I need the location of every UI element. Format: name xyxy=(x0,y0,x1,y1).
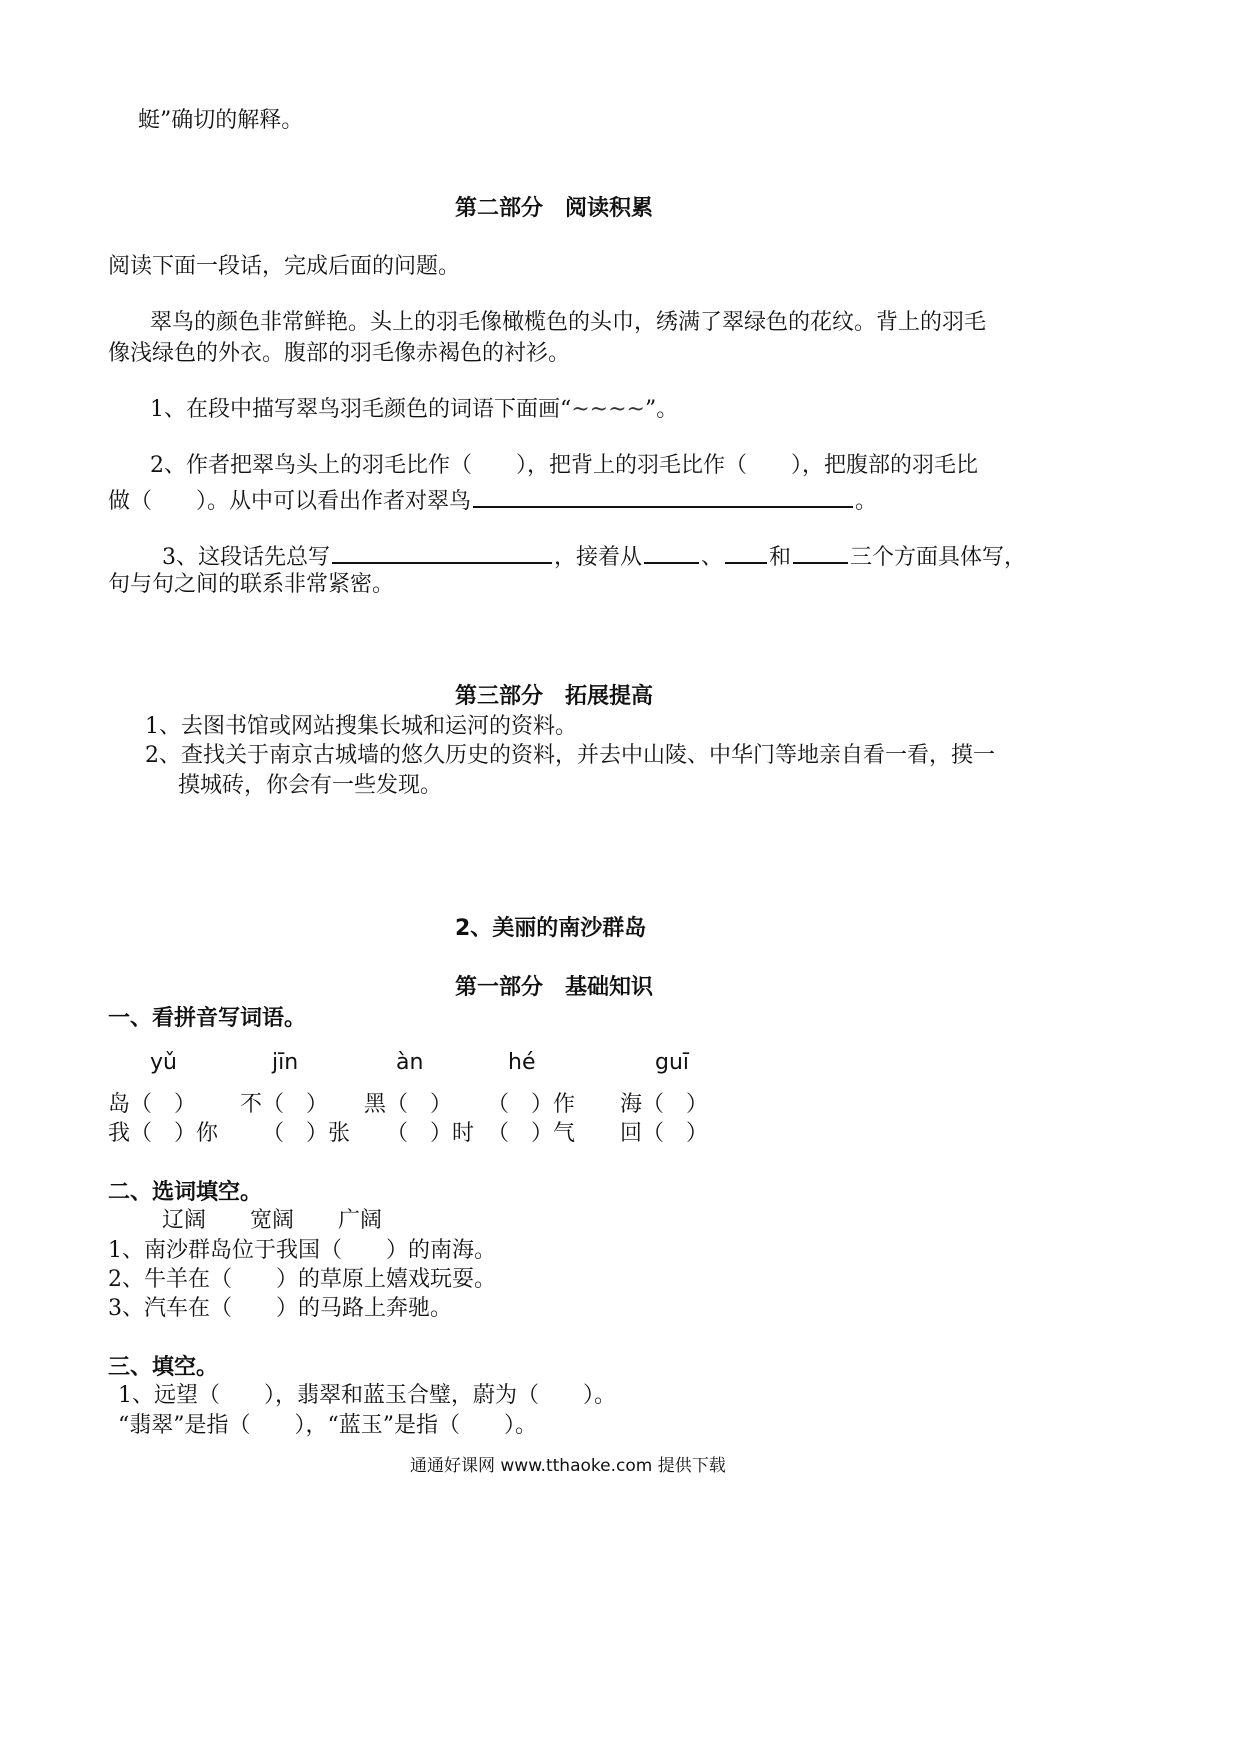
question-2-line-1: 2、作者把翠鸟头上的羽毛比作（ ），把背上的羽毛比作（ ），把腹部的羽毛比 xyxy=(150,453,978,478)
blank-item-2: “翡翠”是指（ ），“蓝玉”是指（ ）。 xyxy=(118,1413,537,1438)
question-3-text-a: 3、这段话先总写 xyxy=(162,545,330,570)
answer-blank[interactable] xyxy=(725,540,767,564)
pinyin-5: guī xyxy=(655,1050,690,1075)
question-2-text: 做（ ）。从中可以看出作者对翠鸟 xyxy=(108,489,472,514)
word-blank: 黑（ ） xyxy=(364,1092,453,1117)
lesson-title: 2、美丽的南沙群岛 xyxy=(455,916,647,941)
part3-title: 第三部分 拓展提高 xyxy=(455,684,654,709)
passage-line-1: 翠鸟的颜色非常鲜艳。头上的羽毛像橄榄色的头巾，绣满了翠绿色的花纹。背上的羽毛 xyxy=(150,310,987,335)
question-3-text-b: ，接着从 xyxy=(554,545,643,570)
pinyin-2: jīn xyxy=(272,1050,299,1075)
page-footer: 通通好课网 www.tthaoke.com 提供下载 xyxy=(410,1456,726,1476)
continued-text: 蜓”确切的解释。 xyxy=(138,108,304,133)
question-3-text-d: 和 xyxy=(769,545,792,570)
blank-item-1: 1、远望（ ），翡翠和蓝玉合璧，蔚为（ ）。 xyxy=(118,1383,616,1408)
part3-item-1: 1、去图书馆或网站搜集长城和运河的资料。 xyxy=(145,714,577,739)
answer-blank[interactable] xyxy=(644,540,699,564)
word-blank: （ ）张 xyxy=(262,1121,351,1146)
pinyin-3: àn xyxy=(396,1050,424,1075)
fill-item-1: 1、南沙群岛位于我国（ ）的南海。 xyxy=(108,1238,496,1263)
part3-item-2-line-1: 2、查找关于南京古城墙的悠久历史的资料，并去中山陵、中华门等地亲自看一看，摸一 xyxy=(145,743,995,768)
section-1-title: 一、看拼音写词语。 xyxy=(108,1006,307,1031)
answer-blank[interactable] xyxy=(473,484,853,508)
question-1-text: 1、在段中描写翠鸟羽毛颜色的词语下面画“ xyxy=(150,397,572,422)
question-3-text-c: 、 xyxy=(701,545,724,570)
answer-blank[interactable] xyxy=(332,540,552,564)
question-3-line-2: 句与句之间的联系非常紧密。 xyxy=(108,572,395,597)
word-blank: 海（ ） xyxy=(620,1092,709,1117)
word-blank: （ ）时 xyxy=(386,1121,475,1146)
part2-instruction: 阅读下面一段话，完成后面的问题。 xyxy=(108,254,461,279)
part2-title: 第二部分 阅读积累 xyxy=(455,196,654,221)
word-blank: 我（ ）你 xyxy=(108,1121,219,1146)
section-2-title: 二、选词填空。 xyxy=(108,1180,263,1205)
part3-item-2-line-2: 摸城砖，你会有一些发现。 xyxy=(178,773,443,798)
fill-item-3: 3、汽车在（ ）的马路上奔驰。 xyxy=(108,1296,452,1321)
word-choices: 辽阔 宽阔 广阔 xyxy=(162,1208,383,1233)
section-3-title: 三、填空。 xyxy=(108,1355,219,1380)
question-1-end: ”。 xyxy=(644,397,679,422)
word-blank: （ ）作 xyxy=(487,1092,576,1117)
question-2-line-2 xyxy=(108,484,877,515)
pinyin-4: hé xyxy=(508,1050,536,1075)
word-blank: （ ）气 xyxy=(487,1121,576,1146)
wavy-line-marker: ~~~~ xyxy=(571,397,645,422)
passage-line-2: 像浅绿色的外衣。腹部的羽毛像赤褐色的衬衫。 xyxy=(108,341,571,366)
question-3-text-e: 三个方面具体写， xyxy=(850,545,1027,570)
fill-item-2: 2、牛羊在（ ）的草原上嬉戏玩耍。 xyxy=(108,1267,496,1292)
word-blank: 不（ ） xyxy=(240,1092,329,1117)
answer-blank[interactable] xyxy=(793,540,848,564)
question-2-end: 。 xyxy=(855,489,878,514)
part1-title: 第一部分 基础知识 xyxy=(455,975,654,1000)
question-3-line-1 xyxy=(162,540,1026,571)
word-blank: 回（ ） xyxy=(620,1121,709,1146)
pinyin-1: yǔ xyxy=(150,1050,177,1075)
word-blank: 岛（ ） xyxy=(108,1092,197,1117)
question-1 xyxy=(150,397,678,423)
